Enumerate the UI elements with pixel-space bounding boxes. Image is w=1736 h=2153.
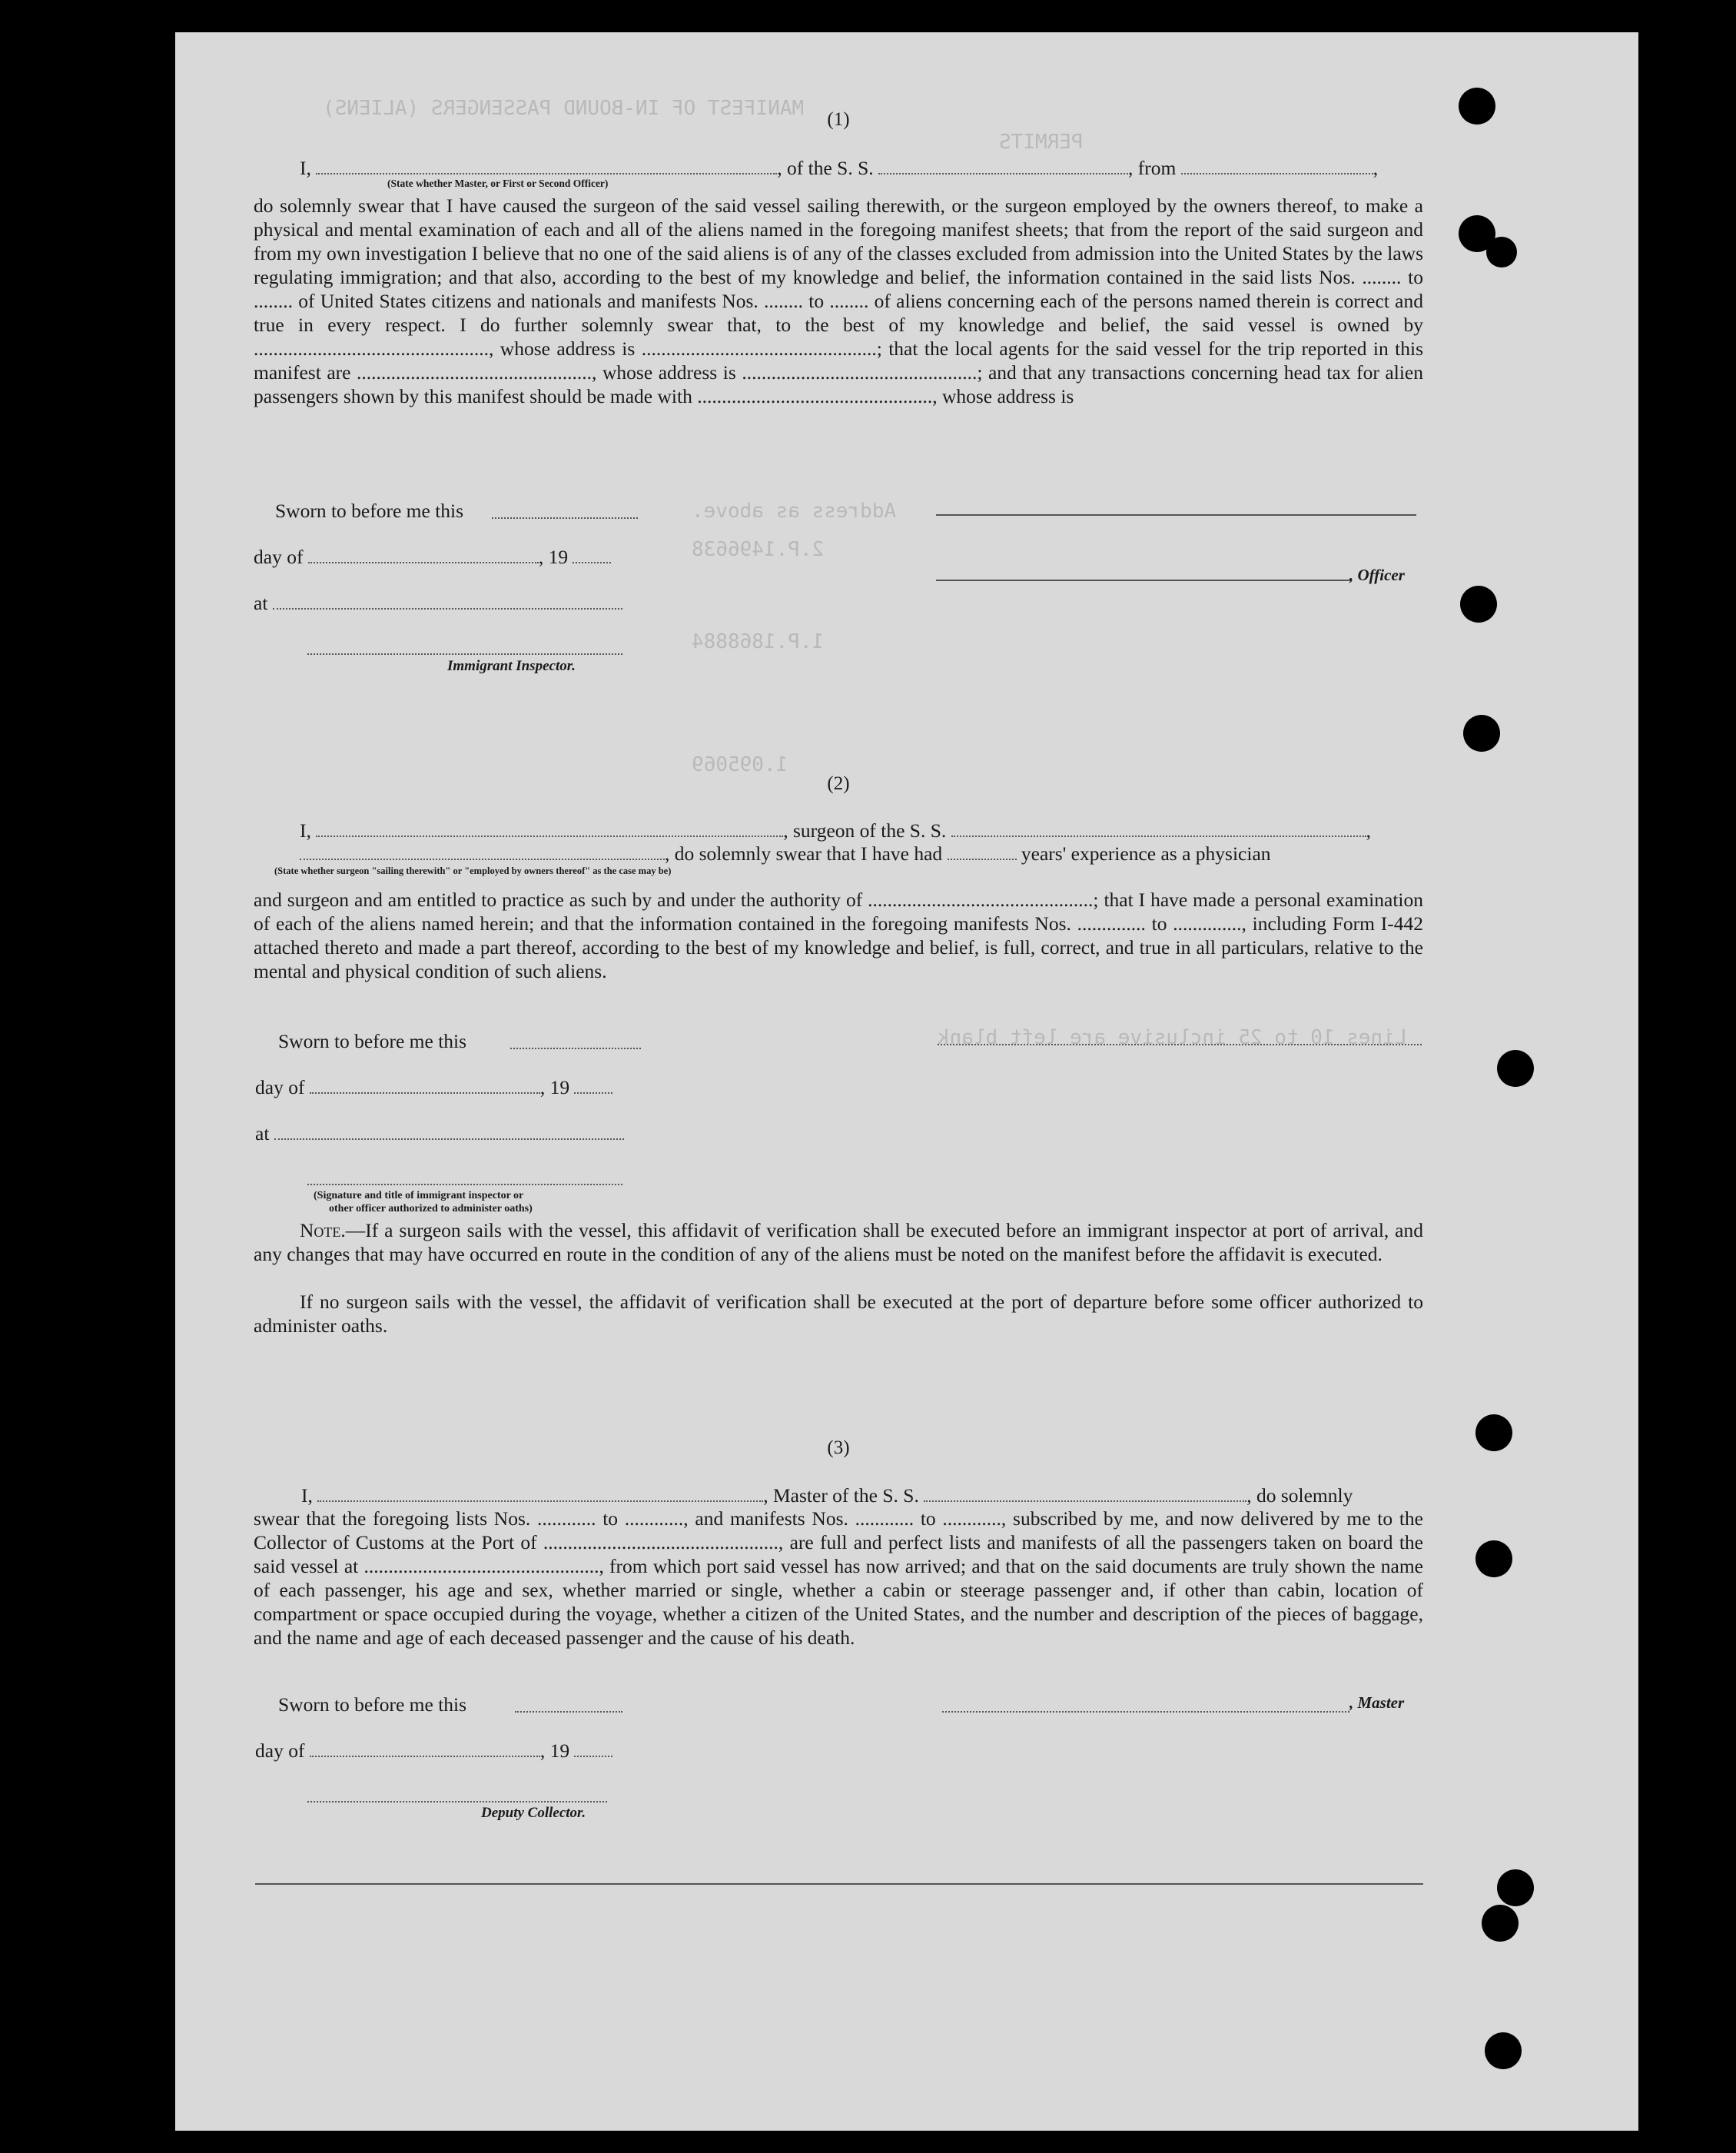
- part2-experience-line: [300, 842, 1271, 866]
- part2-i-label: I,: [300, 819, 311, 842]
- part3-year-field[interactable]: [574, 1740, 612, 1757]
- punch-hole: [1475, 1540, 1512, 1577]
- officer-name-field[interactable]: [316, 158, 777, 174]
- part1-heading: (1): [827, 109, 850, 130]
- part1-day-field[interactable]: [308, 547, 539, 563]
- bleed-through-text: 2.P.1496638: [692, 538, 825, 561]
- punch-hole: [1497, 1869, 1534, 1906]
- part1-from-label: , from: [1128, 157, 1177, 179]
- part2-day-line: [255, 1076, 612, 1099]
- part1-year-label: , 19: [538, 546, 569, 568]
- part2-caption: (State whether surgeon "sailing therewith" or "employed by owners thereof" as the case may be): [274, 866, 672, 876]
- part2-years-label: years' experience as a physician: [1021, 842, 1271, 865]
- part1-day-label: day of: [254, 546, 304, 568]
- part2-ship-label: , surgeon of the S. S.: [783, 819, 947, 842]
- part3-i-label: I,: [301, 1484, 313, 1507]
- part1-at-label: at: [254, 592, 268, 614]
- punch-hole: [1463, 715, 1500, 752]
- bleed-through-text: 1.095069: [692, 753, 788, 776]
- part2-officer-signature-line[interactable]: [938, 1044, 1422, 1045]
- bottom-divider: [255, 1883, 1423, 1885]
- surgeon-status-field[interactable]: [300, 843, 665, 860]
- note-text-2: If no surgeon sails with the vessel, the affidavit of verification shall be executed at the port of departure before some officer authorized to administer oaths.: [254, 1291, 1423, 1337]
- bleed-through-text: Lines 10 to 25 inclusive are left blank: [938, 1026, 1407, 1049]
- part2-sworn: Sworn to before me this: [278, 1030, 467, 1052]
- years-experience-field[interactable]: [948, 843, 1017, 860]
- part2-heading: (2): [827, 773, 850, 794]
- part2-at-line: [255, 1122, 624, 1145]
- part3-paragraph: swear that the foregoing lists Nos. ............ to ............, and manifests Nos. ............ to ............, subscribed by me, and now delivered by me to the Collector of Customs at the Port of ................................................, are full and perfect lists and manifests of all the passengers taken on board the said vessel at ................................................, from which port said vessel has now arrived; and that on the said documents are truly shown the name of each passenger, his age and sex, whether married or single, whether a cabin or steerage passenger and, if other than cabin, location of compartment or space occupied during the voyage, whether a citizen of the United States, and the number and description of the pieces of baggage, and the name and age of each deceased passenger and the cause of his death.: [254, 1507, 1423, 1649]
- bleed-through-text: 1.P.1868884: [692, 630, 825, 653]
- part2-oath-line: I, , surgeon of the S. S. ,: [300, 819, 1372, 842]
- part1-oath-line: I, , of the S. S. , from ,: [300, 157, 1379, 179]
- note-text-1: —If a surgeon sails with the vessel, this affidavit of verification shall be executed before an immigrant inspector at port of arrival, and any changes that may have occurred en route in the condition of any of the aliens must be noted on the manifest before the affidavit is executed.: [254, 1219, 1423, 1265]
- part1-caption: (State whether Master, or First or Second Officer): [387, 178, 609, 189]
- part3-solemnly-label: , do solemnly: [1246, 1484, 1353, 1507]
- part1-ship-label: , of the S. S.: [777, 157, 874, 179]
- part3-heading: (3): [827, 1437, 850, 1458]
- part2-day-label: day of: [255, 1076, 305, 1098]
- officer-label: , Officer: [1349, 566, 1405, 584]
- part2-year-field[interactable]: [574, 1077, 612, 1094]
- part2-note-2: [254, 1290, 1423, 1337]
- ship-name-field[interactable]: [878, 158, 1128, 174]
- part2-swear-label: , do solemnly swear that I have had: [665, 842, 943, 865]
- part1-day-line: [254, 546, 611, 569]
- part2-sworn-field[interactable]: [510, 1048, 641, 1049]
- master-label: , Master: [1349, 1693, 1405, 1712]
- part3-ship-label: , Master of the S. S.: [763, 1484, 919, 1507]
- part2-inspector-signature-line[interactable]: [307, 1184, 622, 1185]
- punch-hole: [1482, 1905, 1519, 1942]
- punch-hole: [1459, 88, 1495, 125]
- part2-day-field[interactable]: [310, 1077, 540, 1094]
- part1-at-field[interactable]: [273, 593, 622, 610]
- note-label: Note.: [300, 1219, 346, 1241]
- part3-oath-line: [301, 1484, 1353, 1507]
- part1-sworn: Sworn to before me this: [275, 500, 464, 522]
- part3-sworn: Sworn to before me this: [278, 1693, 467, 1716]
- officer-title-line[interactable]: [936, 580, 1351, 581]
- punch-hole: [1486, 237, 1517, 267]
- part2-at-field[interactable]: [274, 1123, 624, 1140]
- surgeon-name-field[interactable]: [316, 820, 783, 837]
- from-port-field[interactable]: [1181, 158, 1373, 174]
- part1-year-field[interactable]: [573, 547, 611, 563]
- part1-i-label: I,: [300, 157, 311, 179]
- deputy-collector-label: Deputy Collector.: [481, 1805, 586, 1821]
- master-name-field[interactable]: [317, 1485, 763, 1502]
- part3-year-label: , 19: [539, 1739, 570, 1762]
- part1-paragraph: do solemnly swear that I have caused the surgeon of the said vessel sailing therewith, or the surgeon employed by the owners thereof, to make a physical and mental examination of each and all of the aliens named in the foregoing manifest sheets; that from the report of the said surgeon and from my own investigation I believe that no one of the said aliens is of any of the classes excluded from admission into the United States by the laws regulating immigration; and that also, according to the best of my knowledge and belief, the information contained in the said lists Nos. ........ to ........ of United States citizens and nationals and manifests Nos. ........ to ........ of aliens concerning each of the persons named therein is correct and true in every respect. I do further solemnly swear that, to the best of my knowledge and belief, the said vessel is owned by ................................................, whose address is ................................................; that the local agents for the said vessel for the trip reported in this manifest are ................................................, whose address is ................................................; and that any transactions concerning head tax for alien passengers shown by this manifest should be made with ................................................, whose address is: [254, 194, 1423, 407]
- inspector-signature-line[interactable]: [307, 653, 622, 655]
- bleed-through-text: PERMITS: [999, 131, 1084, 154]
- officer-signature-line[interactable]: [936, 514, 1416, 516]
- part1-sworn-field[interactable]: [492, 517, 638, 519]
- part2-paragraph: and surgeon and am entitled to practice as such by and under the authority of ..............................................; that I have made a personal examination of each of the aliens named herein; and that the information contained in the foregoing manifests Nos. .............. to .............., including Form I-442 attached thereto and made a part thereof, according to the best of my knowledge and belief, is full, correct, and true in all particulars, relative to the mental and physical condition of such aliens.: [254, 889, 1423, 982]
- part1-at-line: [254, 592, 622, 615]
- collector-signature-line[interactable]: [307, 1801, 607, 1802]
- part3-day-field[interactable]: [310, 1740, 540, 1757]
- part2-at-label: at: [255, 1122, 270, 1145]
- part2-year-label: , 19: [539, 1076, 570, 1098]
- part2-sig-caption-2: other officer authorized to administer oaths): [329, 1203, 533, 1214]
- part3-day-line: [255, 1739, 612, 1763]
- part3-day-label: day of: [255, 1739, 305, 1762]
- bleed-through-text: MANIFEST OF IN-BOUND PASSENGERS (ALIENS): [323, 97, 805, 120]
- part3-sworn-field[interactable]: [515, 1711, 622, 1713]
- part3-ship-field[interactable]: [924, 1485, 1246, 1502]
- punch-hole: [1475, 1414, 1512, 1451]
- part2-sig-caption-1: (Signature and title of immigrant inspector or: [314, 1190, 524, 1201]
- part2-note: [254, 1218, 1423, 1266]
- part2-ship-field[interactable]: [951, 820, 1366, 837]
- master-signature-line[interactable]: [942, 1711, 1349, 1713]
- bleed-through-text: Address as above.: [692, 500, 897, 523]
- punch-hole: [1485, 2032, 1522, 2069]
- punch-hole: [1497, 1050, 1534, 1087]
- punch-hole: [1460, 586, 1497, 623]
- immigrant-inspector-label: Immigrant Inspector.: [447, 658, 576, 674]
